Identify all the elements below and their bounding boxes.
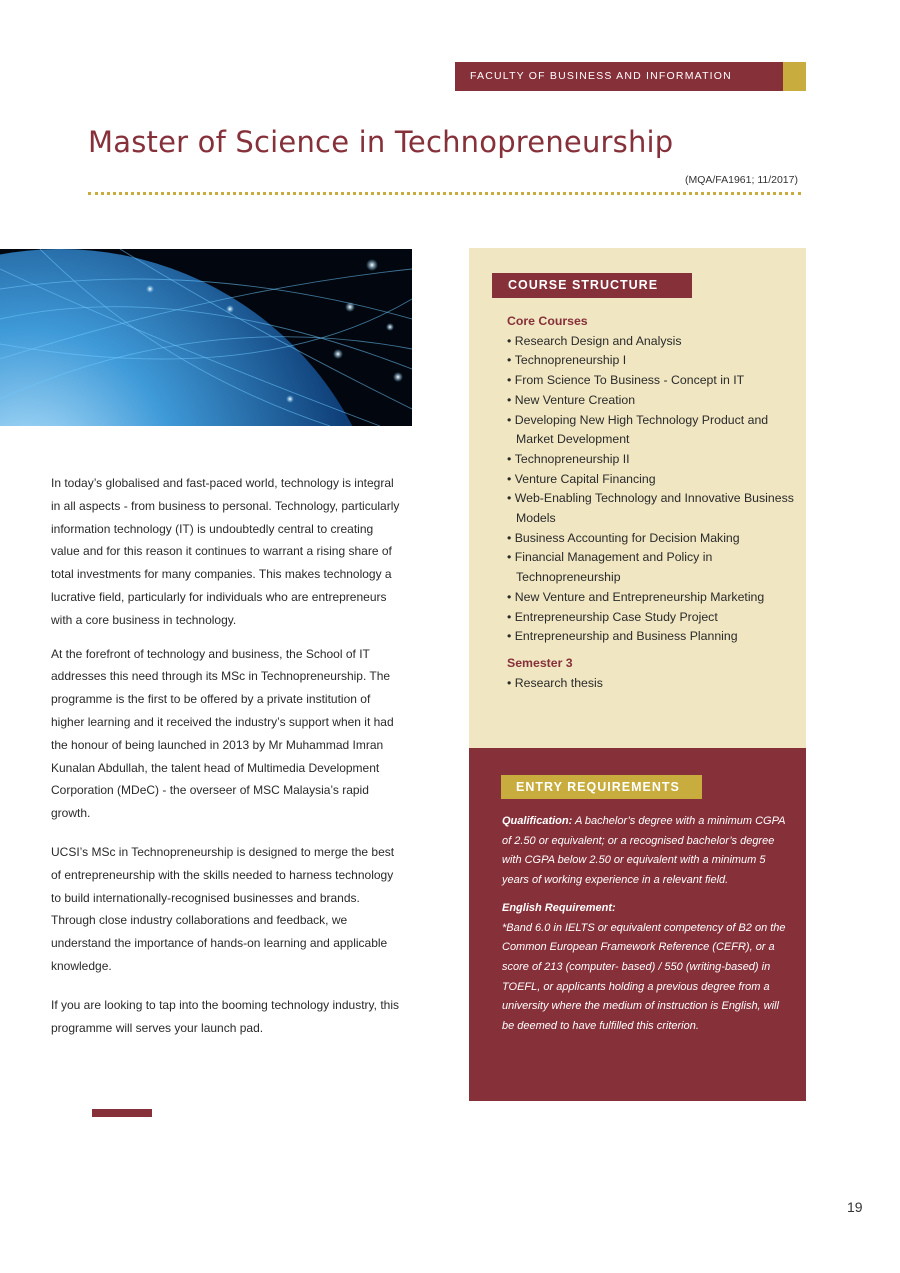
entry-requirements-content bbox=[502, 812, 792, 1037]
qualification-label: Qualification: bbox=[502, 815, 573, 827]
intro-paragraph: UCSI’s MSc in Technopreneurship is designed to merge the best of entrepreneurship with the skills needed to harness technology to build internationally-recognised businesses and brands. Through close industry collaborations and feedback, we understand the importance of hands-on learning and applicable knowledge. bbox=[51, 844, 395, 973]
course-item: • Web-Enabling Technology and Innovative Business Models bbox=[507, 489, 797, 528]
globe-network-image bbox=[0, 249, 412, 426]
page-number: 19 bbox=[847, 1199, 863, 1215]
entry-requirements-heading: ENTRY REQUIREMENTS bbox=[501, 775, 702, 799]
course-item: • New Venture and Entrepreneurship Marketing bbox=[507, 588, 797, 608]
course-structure-panel bbox=[469, 248, 806, 748]
english-requirement-body: *Band 6.0 in IELTS or equivalent competency of B2 on the Common European Framework Reference (CEFR), or a score of 213 (computer- based) / 550 (writing-based) in TOEFL, or applicants holding a previous degree from a university where the medium of instruction is English, will be deemed to have fulfilled this criterion. bbox=[502, 921, 786, 1033]
intro-paragraph: If you are looking to tap into the booming technology industry, this programme will serves your launch pad. bbox=[51, 997, 399, 1035]
faculty-label: FACULTY OF BUSINESS AND INFORMATION SCIENCE bbox=[455, 62, 783, 91]
course-item: • New Venture Creation bbox=[507, 391, 797, 411]
course-structure-content bbox=[507, 312, 797, 693]
faculty-banner bbox=[455, 62, 806, 111]
intro-text bbox=[51, 472, 401, 1050]
course-structure-heading: COURSE STRUCTURE bbox=[492, 273, 692, 298]
course-item: • Entrepreneurship Case Study Project bbox=[507, 608, 797, 628]
qualification-text bbox=[502, 812, 792, 891]
qualification-body: A bachelor’s degree with a minimum CGPA of 2.50 or equivalent; or a recognised bachelor’s degree with CGPA below 2.50 or equivalent with a minimum 5 years of working experience in a relevant field. bbox=[502, 815, 786, 887]
faculty-banner-accent bbox=[783, 62, 806, 91]
course-item: • Research Design and Analysis bbox=[507, 332, 797, 352]
course-item: • Developing New High Technology Product and Market Development bbox=[507, 411, 797, 450]
semester-list bbox=[507, 674, 797, 694]
course-item: • Research thesis bbox=[507, 674, 797, 694]
course-item: • Technopreneurship II bbox=[507, 450, 797, 470]
decorative-bar bbox=[92, 1109, 152, 1117]
entry-requirements-panel bbox=[469, 748, 806, 1101]
course-item: • Technopreneurship I bbox=[507, 351, 797, 371]
course-item: • Financial Management and Policy in Technopreneurship bbox=[507, 548, 797, 587]
course-item: • Entrepreneurship and Business Planning bbox=[507, 627, 797, 647]
programme-code: (MQA/FA1961; 11/2017) bbox=[684, 174, 798, 186]
page-title: Master of Science in Technopreneurship bbox=[88, 125, 674, 159]
course-item: • Business Accounting for Decision Making bbox=[507, 529, 797, 549]
dotted-divider bbox=[88, 192, 801, 195]
intro-paragraph: At the forefront of technology and business, the School of IT addresses this need through its MSc in Technopreneurship. The programme is the first to be offered by a private institution of higher learning and it received the industry’s support when it had the honour of being launched in 2013 by Mr Muhammad Imran Kunalan Abdullah, the talent head of Multimedia Development Corporation (MDeC) - the overseer of MSC Malaysia’s rapid growth. bbox=[51, 646, 394, 821]
core-courses-list bbox=[507, 332, 797, 647]
intro-paragraph: In today’s globalised and fast-paced world, technology is integral in all aspects - from business to personal. Technology, particularly information technology (IT) is undoubtedly central to creating value and for this reason it continues to warrant a rising share of total investments for many companies. This makes technology a lucrative field, particularly for individuals who are entrepreneurs with a core business in technology. bbox=[51, 476, 400, 627]
english-requirement-label: English Requirement: bbox=[502, 901, 616, 914]
core-courses-title: Core Courses bbox=[507, 314, 588, 328]
course-item: • From Science To Business - Concept in IT bbox=[507, 371, 797, 391]
course-item: • Venture Capital Financing bbox=[507, 470, 797, 490]
semester-title: Semester 3 bbox=[507, 655, 573, 670]
